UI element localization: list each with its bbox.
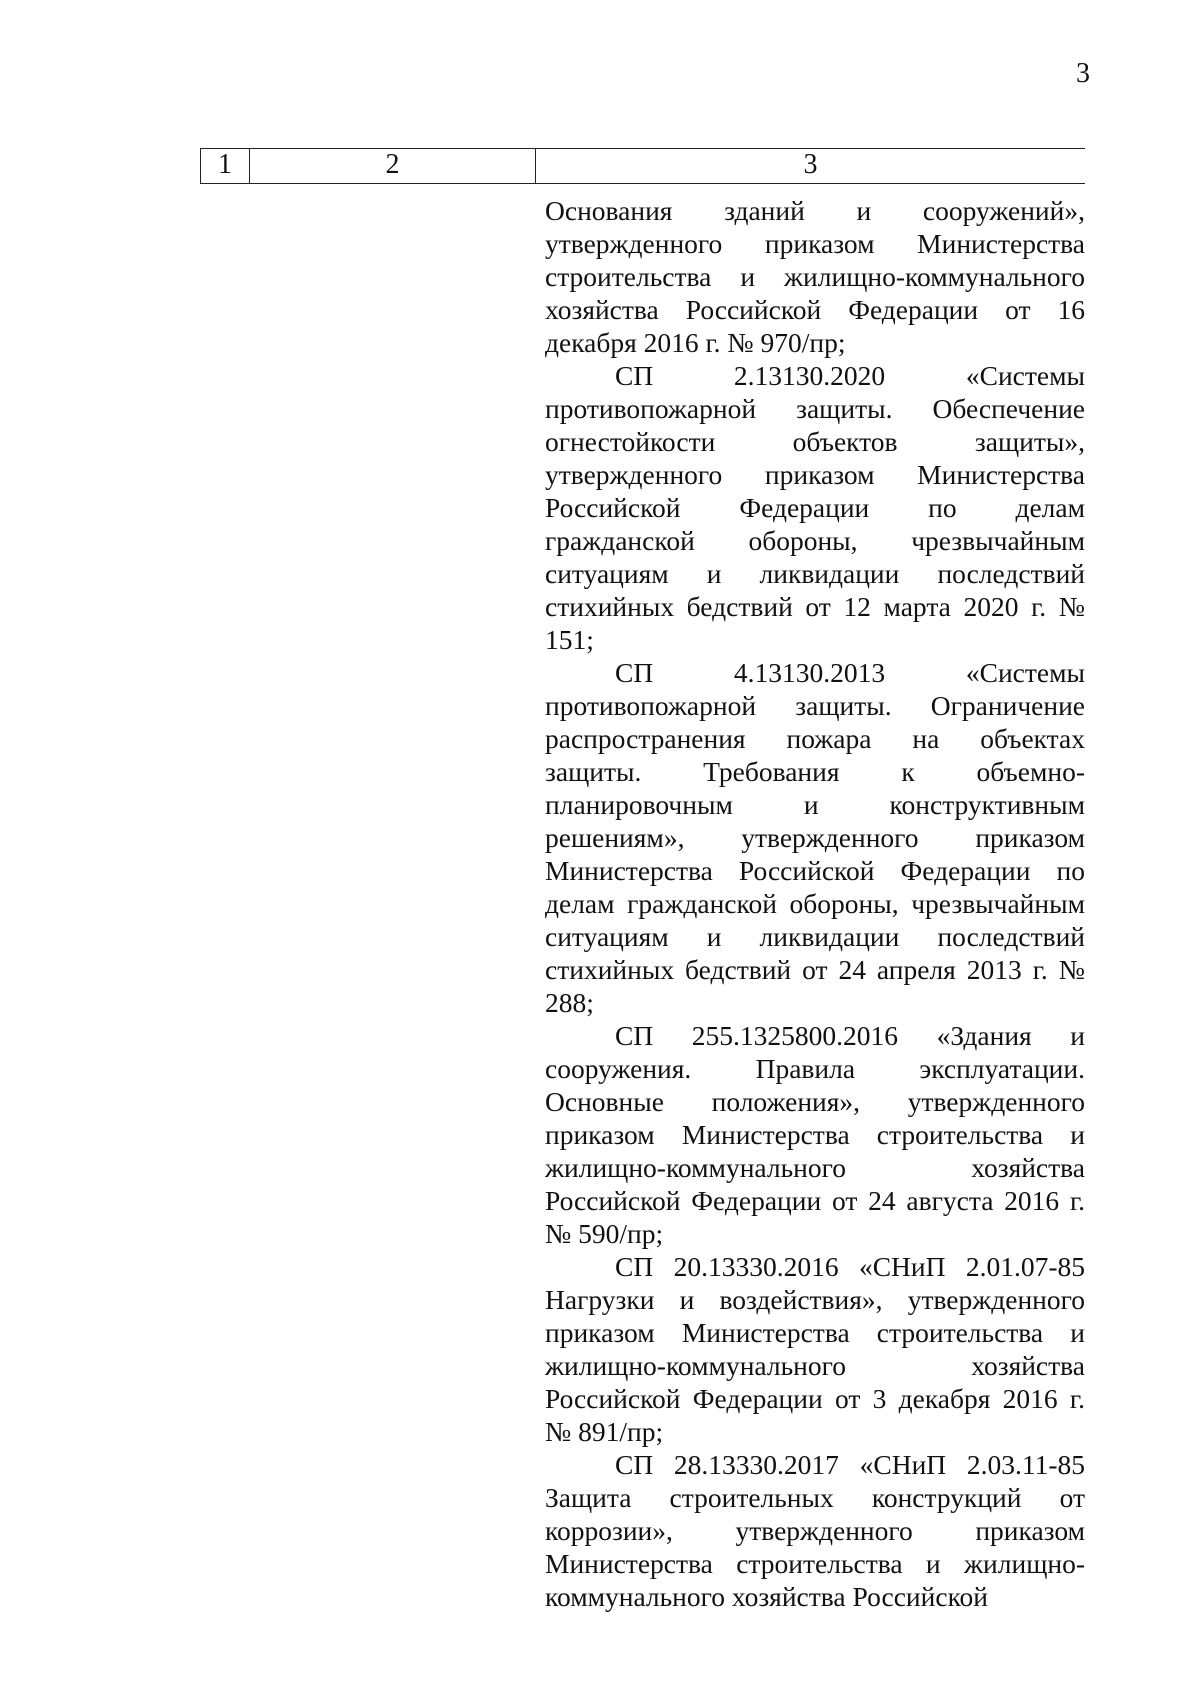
page-number: 3 — [1076, 58, 1090, 89]
paragraph-sp-2-13130-2020: СП 2.13130.2020 «Системы противопожарной защиты. Обеспечение огнестойкости объектов защиты», утвержденного приказом Министерства Российской Федерации по делам гражданской обороны, чрезвычайным ситуациям и ликвидации последствий стихийных бедствий от 12 марта 2020 г. № 151; — [545, 360, 1085, 655]
paragraph-sp-255-1325800-2016: СП 255.1325800.2016 «Здания и сооружения. Правила эксплуатации. Основные положения», утвержденного приказом Министерства строительства и жилищно-коммунального хозяйства Российской Федерации от 24 августа 2016 г. № 590/пр; — [545, 1020, 1085, 1249]
paragraph-sp-4-13130-2013: СП 4.13130.2013 «Системы противопожарной защиты. Ограничение распространения пожара на объектах защиты. Требования к объемно-планировочным и конструктивным решениям», утвержденного приказом Министерства Российской Федерации по делам гражданской обороны, чрезвычайным ситуациям и ликвидации последствий стихийных бедствий от 24 апреля 2013 г. № 288; — [545, 657, 1085, 1018]
table-header-col-2: 2 — [250, 149, 536, 183]
paragraph-continuation: Основания зданий и сооружений», утвержденного приказом Министерства строительства и жилищно-коммунального хозяйства Российской Федерации от 16 декабря 2016 г. № 970/пр; — [545, 195, 1085, 358]
table-header-col-3: 3 — [803, 149, 818, 180]
paragraph-sp-28-13330-2017: СП 28.13330.2017 «СНиП 2.03.11-85 Защита строительных конструкций от коррозии», утвержденного приказом Министерства строительства и жилищно-коммунального хозяйства Российской — [545, 1449, 1085, 1612]
table-header-row — [200, 148, 1085, 184]
paragraph-sp-20-13330-2016: СП 20.13330.2016 «СНиП 2.01.07-85 Нагрузки и воздействия», утвержденного приказом Министерства строительства и жилищно-коммунального хозяйства Российской Федерации от 3 декабря 2016 г. № 891/пр; — [545, 1251, 1085, 1447]
table-header-col-1: 1 — [200, 149, 250, 183]
column-3-content — [545, 194, 1085, 1613]
